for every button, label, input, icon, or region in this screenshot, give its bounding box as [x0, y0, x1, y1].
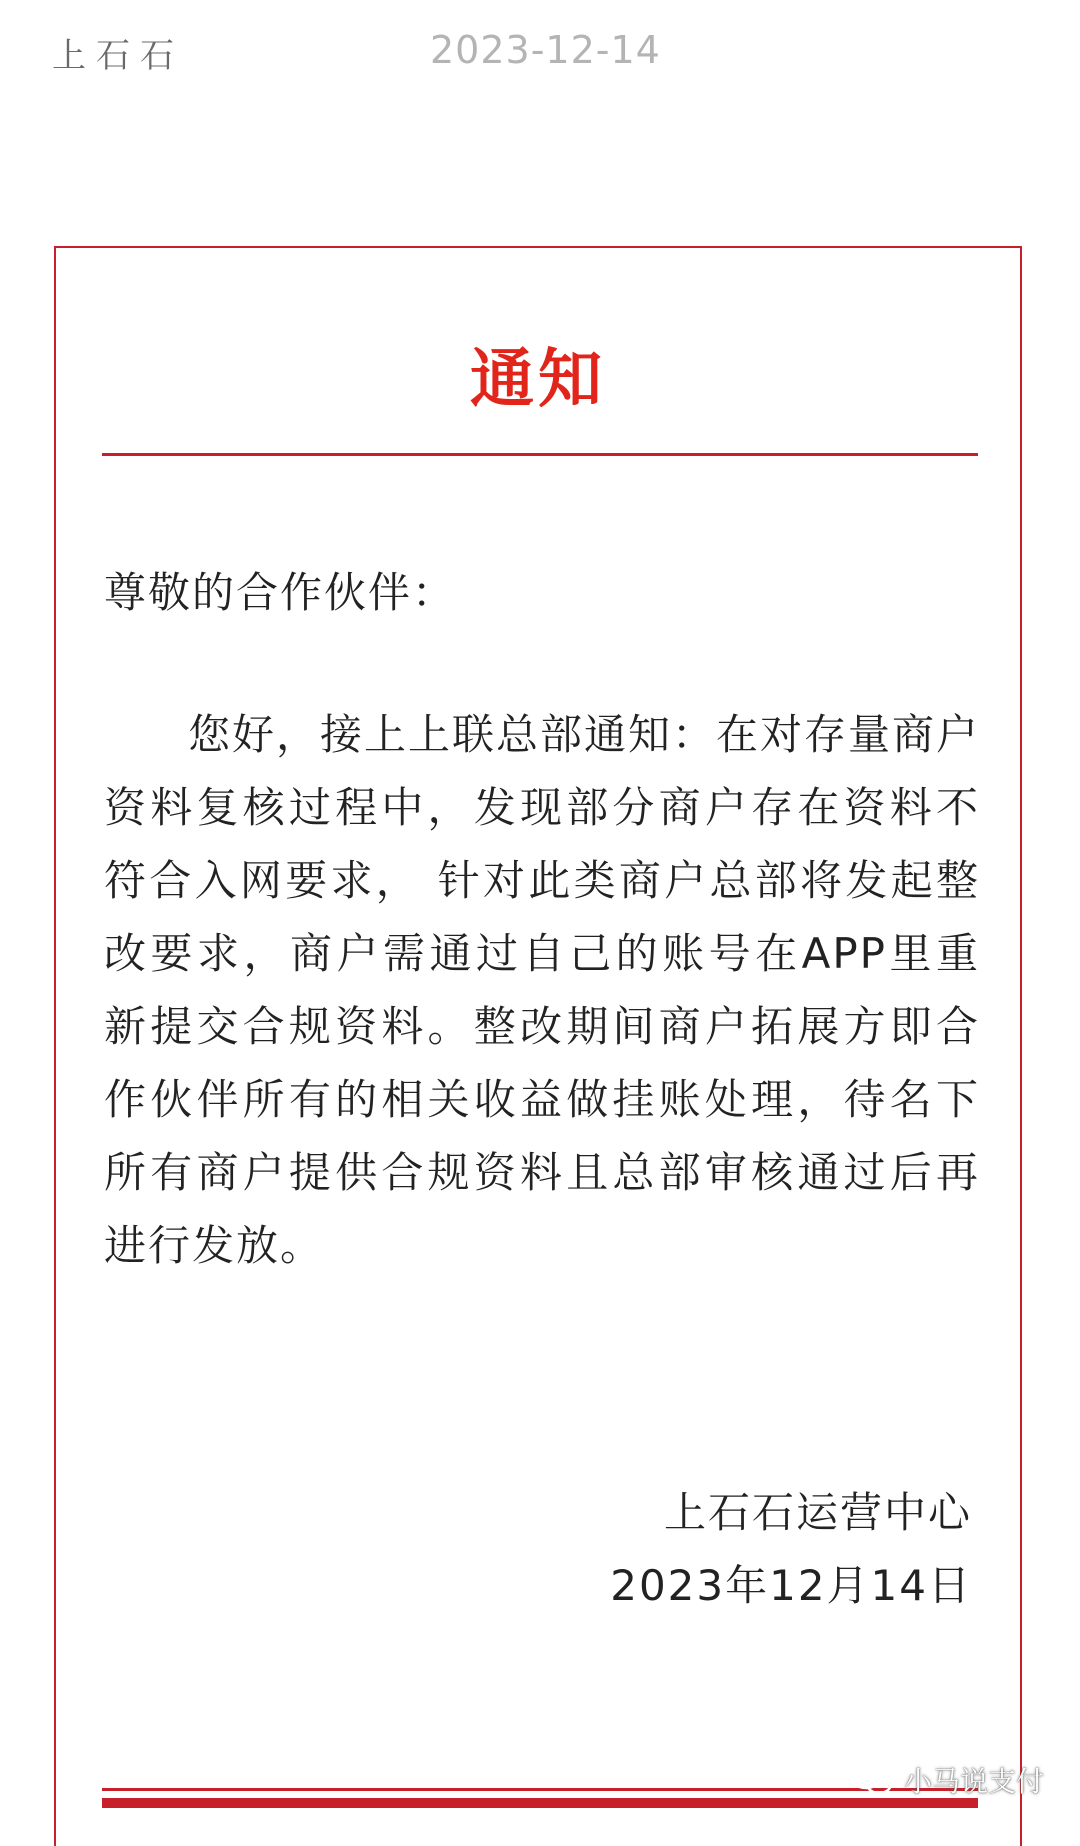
notice-card: [54, 246, 1022, 1846]
notice-signature: [610, 1476, 972, 1622]
notice-greeting: 尊敬的合作伙伴：: [104, 568, 457, 617]
signature-dept: 运营中心: [795, 1488, 972, 1537]
watermark-text: 小马说支付: [903, 1765, 1044, 1798]
wechat-icon: [848, 1763, 894, 1797]
title-divider: [102, 453, 978, 456]
watermark: [848, 1760, 1044, 1800]
publish-date: 2023-12-14: [430, 28, 661, 72]
signature-line: [610, 1476, 972, 1549]
article-header: [0, 0, 1080, 110]
bottom-divider-thin: [102, 1788, 978, 1791]
author-name[interactable]: 上石石: [52, 36, 184, 76]
signature-date: 2023年12月14日: [610, 1561, 972, 1610]
bottom-divider-thick: [102, 1798, 978, 1808]
notice-body: 您好，接上上联总部通知：在对存量商户资料复核过程中，发现部分商户存在资料不符合入网要求， 针对此类商户总部将发起整改要求，商户需通过自己的账号在APP里重新提交合规资料。整改期间商户拓展方即合作伙伴所有的相关收益做挂账处理，待名下所有商户提供合规资料且总部审核通过后再进行发放。: [104, 710, 981, 1270]
signature-org: 上石石: [663, 1488, 796, 1537]
notice-title: 通知: [470, 343, 606, 417]
